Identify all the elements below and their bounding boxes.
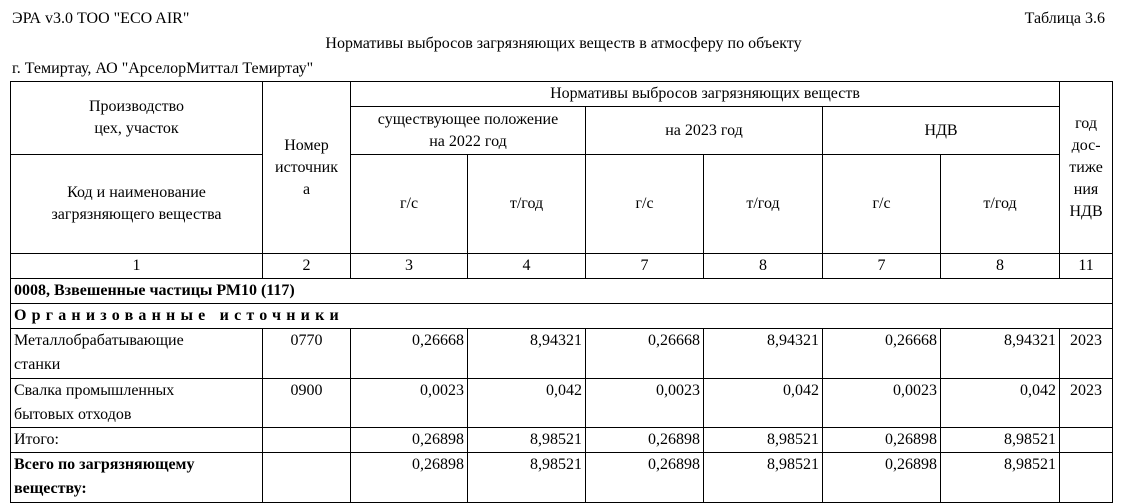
grand-total-year: [1060, 453, 1113, 503]
header-ndv-year: [1060, 82, 1113, 254]
document-subtitle: г. Темиртау, АО "АрселорМиттал Темиртау": [12, 60, 314, 77]
total-row: [11, 428, 1113, 453]
row-source: 0900: [263, 379, 351, 428]
row-ty-ndv: 0,042: [941, 379, 1060, 428]
header-existing-line1: существующее положение: [377, 110, 559, 128]
row-gs-ndv: 0,26668: [823, 329, 941, 379]
program-label: ЭРА v3.0 ТОО "ECO AIR": [12, 10, 190, 27]
header-source-line3: а: [302, 180, 311, 198]
column-number: 8: [941, 254, 1060, 279]
row-name-line1: Металлобрабатывающие: [14, 332, 184, 349]
column-number: 2: [263, 254, 351, 279]
column-number: 8: [704, 254, 823, 279]
row-name: [11, 379, 263, 428]
row-ty-2022: 0,042: [468, 379, 586, 428]
header-ndv-year-2: дос-: [1071, 136, 1101, 154]
grand-total-gs-2022: 0,26898: [351, 453, 468, 503]
header-gs-ndv: г/с: [823, 155, 941, 254]
grand-total-ty-2022: 8,98521: [468, 453, 586, 503]
row-name: [11, 329, 263, 379]
header-source-line1: Номер: [284, 136, 329, 154]
row-ty-2022: 8,94321: [468, 329, 586, 379]
row-year: 2023: [1060, 379, 1113, 428]
row-gs-2023: 0,0023: [586, 379, 704, 428]
table-row: [11, 379, 1113, 428]
header-row-units: [11, 155, 1113, 254]
header-code-name: [11, 155, 263, 254]
total-ty-2023: 8,98521: [704, 428, 823, 453]
total-gs-2022: 0,26898: [351, 428, 468, 453]
grand-total-source: [263, 453, 351, 503]
row-gs-ndv: 0,0023: [823, 379, 941, 428]
row-ty-2023: 0,042: [704, 379, 823, 428]
row-gs-2023: 0,26668: [586, 329, 704, 379]
row-ty-2023: 8,94321: [704, 329, 823, 379]
grand-total-gs-ndv: 0,26898: [823, 453, 941, 503]
row-name-line2: станки: [14, 356, 61, 373]
emissions-table: [10, 81, 1113, 503]
column-number: 7: [823, 254, 941, 279]
header-gs-2023: г/с: [586, 155, 704, 254]
header-existing-2022: [351, 107, 586, 155]
header-ndv-year-4: ния: [1073, 180, 1099, 198]
grand-total-ty-ndv: 8,98521: [941, 453, 1060, 503]
document-title: Нормативы выбросов загрязняющих веществ в атмосферу по объекту: [325, 35, 802, 52]
header-source-number: [263, 82, 351, 254]
column-number: 11: [1060, 254, 1113, 279]
header-production-line2: цех, участок: [94, 120, 179, 137]
substance-name: 0008, Взвешенные частицы РМ10 (117): [11, 279, 1113, 304]
header-row-group: [11, 82, 1113, 107]
row-ty-ndv: 8,94321: [941, 329, 1060, 379]
header-ndv-year-1: год: [1075, 114, 1097, 132]
column-number: 4: [468, 254, 586, 279]
row-name-line1: Свалка промышленных: [14, 382, 175, 399]
total-year: [1060, 428, 1113, 453]
grand-total-ty-2023: 8,98521: [704, 453, 823, 503]
grand-total-label: [11, 453, 263, 503]
header-gs-2022: г/с: [351, 155, 468, 254]
grand-total-label-line1: Всего по загрязняющему: [14, 456, 195, 473]
total-ty-2022: 8,98521: [468, 428, 586, 453]
header-code-line1: Код и наименование: [67, 184, 206, 201]
header-production: [11, 82, 263, 155]
table-row: [11, 329, 1113, 379]
row-name-line2: бытовых отходов: [14, 406, 132, 423]
total-ty-ndv: 8,98521: [941, 428, 1060, 453]
column-number: 3: [351, 254, 468, 279]
row-gs-2022: 0,0023: [351, 379, 468, 428]
section-name: Организованные источники: [11, 304, 1113, 329]
header-source-line2: источник: [275, 158, 338, 176]
header-ty-2023: т/год: [704, 155, 823, 254]
header-ndv-year-5: НДВ: [1069, 202, 1103, 220]
header-production-line1: Производство: [88, 98, 185, 115]
header-code-line2: загрязняющего вещества: [51, 206, 222, 223]
header-ndv-year-3: тиже: [1069, 158, 1103, 176]
column-number: 1: [11, 254, 263, 279]
header-ty-2022: т/год: [468, 155, 586, 254]
total-label: Итого:: [11, 428, 263, 453]
table-number: Таблица 3.6: [1024, 10, 1105, 27]
grand-total-row: [11, 453, 1113, 503]
column-number: 7: [586, 254, 704, 279]
row-source: 0770: [263, 329, 351, 379]
grand-total-label-line2: веществу:: [14, 480, 87, 497]
header-norms-group: Нормативы выбросов загрязняющих веществ: [351, 82, 1060, 107]
row-gs-2022: 0,26668: [351, 329, 468, 379]
row-year: 2023: [1060, 329, 1113, 379]
header-existing-line2: на 2022 год: [429, 132, 507, 150]
section-row: [11, 304, 1113, 329]
column-number-row: [11, 254, 1113, 279]
header-year-2023: на 2023 год: [586, 107, 823, 155]
header-ndv: НДВ: [823, 107, 1060, 155]
header-ty-ndv: т/год: [941, 155, 1060, 254]
total-gs-2023: 0,26898: [586, 428, 704, 453]
grand-total-gs-2023: 0,26898: [586, 453, 704, 503]
substance-row: [11, 279, 1113, 304]
total-source: [263, 428, 351, 453]
total-gs-ndv: 0,26898: [823, 428, 941, 453]
